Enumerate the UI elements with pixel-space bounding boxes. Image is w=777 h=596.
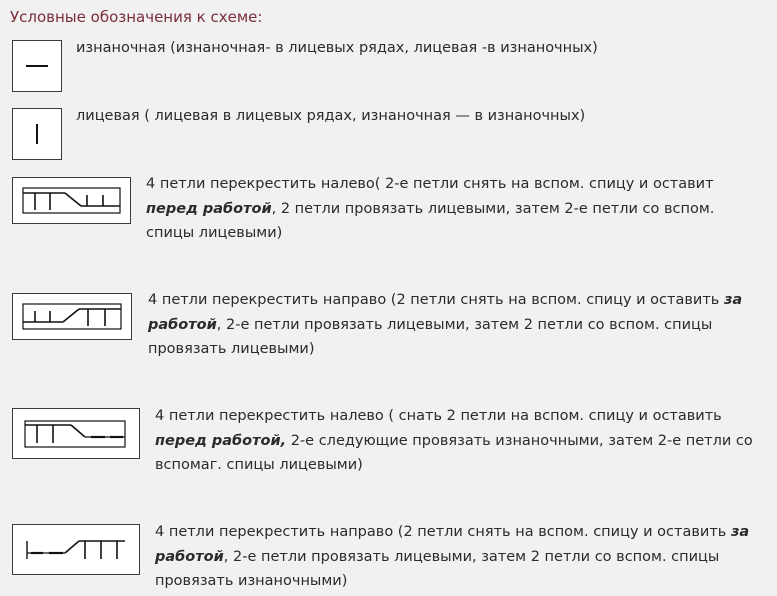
legend-text: 4 петли перекрестить налево ( снать 2 петли на вспом. спицу и оставить (155, 408, 722, 424)
legend-text: 4 петли перекрестить направо (2 петли снять на вспом. спицу и оставить (155, 524, 731, 540)
cross-right-mixed-icon (12, 524, 140, 575)
legend-text: 2-е следующие провязать изнаночными, затем 2-е петли со вспомаг. спицы лицевыми) (155, 432, 753, 473)
purl-symbol-icon (12, 40, 62, 92)
legend-item-knit (76, 104, 766, 129)
legend-item-cross-left-knit (146, 172, 766, 246)
legend-text: , 2-е петли провязать лицевыми, затем 2 петли со вспом. спицы провязать изнаночными) (155, 548, 720, 589)
legend-item-cross-left-mixed (155, 404, 766, 478)
legend-item-cross-right-mixed (155, 520, 766, 594)
legend-item-purl (76, 36, 766, 61)
legend-text: изнаночная (изнаночная- в лицевых рядах, лицевая -в изнаночных) (76, 40, 598, 56)
legend-emphasis: перед работой (146, 200, 272, 217)
legend-text: , 2-е петли провязать лицевыми, затем 2 петли со вспом. спицы провязать лицевыми) (148, 316, 713, 357)
legend-emphasis: перед работой, (155, 432, 287, 449)
cross-left-knit-icon (12, 177, 131, 224)
legend-text: , 2 петли провязать лицевыми, затем 2-е петли со вспом. спицы лицевыми) (146, 200, 715, 241)
legend-emphasis: за работой (148, 292, 743, 333)
legend-text: 4 петли перекрестить налево( 2-е петли снять на вспом. спицу и оставит (146, 176, 714, 192)
knit-symbol-icon (12, 108, 62, 160)
cross-left-mixed-icon (12, 408, 140, 459)
legend-item-cross-right-knit (148, 288, 766, 362)
legend-text: 4 петли перекрестить направо (2 петли снять на вспом. спицу и оставить (148, 292, 724, 308)
legend-emphasis: за работой (155, 524, 750, 565)
legend-heading: Условные обозначения к схеме: (10, 8, 263, 26)
cross-right-knit-icon (12, 293, 132, 340)
legend-text: лицевая ( лицевая в лицевых рядах, изнаночная — в изнаночных) (76, 108, 586, 124)
